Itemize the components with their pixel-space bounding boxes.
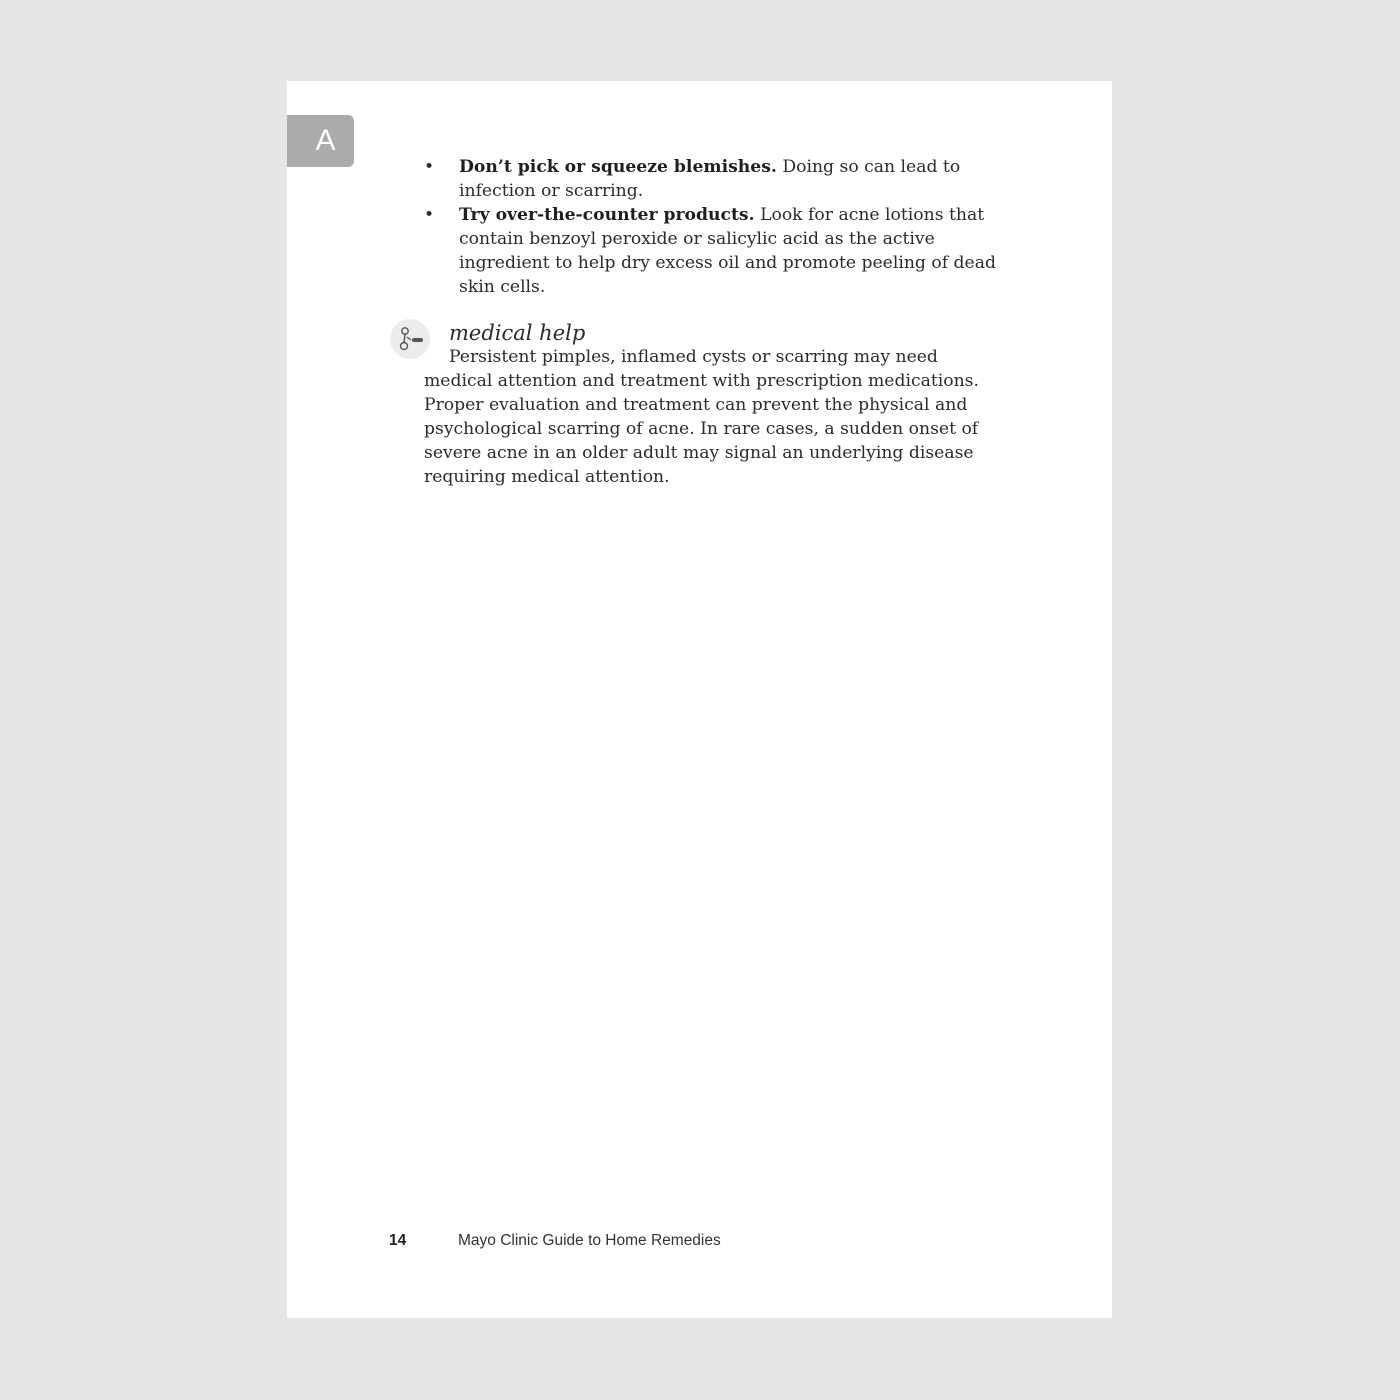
tip-text: Look for acne lotions that contain benzoyl peroxide or salicylic acid as the active ingredient to help dry excess oil and promote peeling of dead skin cells. xyxy=(459,205,996,297)
tip-lead: Try over-the-counter products. xyxy=(459,205,755,225)
bullet-marker: • xyxy=(424,205,435,225)
section-heading: medical help xyxy=(449,321,586,345)
running-footer-title: Mayo Clinic Guide to Home Remedies xyxy=(458,1232,721,1249)
body-paragraph: Persistent pimples, inflamed cysts or scarring may need medical attention and treatment with prescription medications. Proper evaluation and treatment can prevent the physical and psychological scarring of acne. In rare cases, a sudden onset of severe acne in an older adult may signal an underlying disease requiring medical attention. xyxy=(424,347,979,487)
list-item xyxy=(424,203,1024,299)
bullet-marker: • xyxy=(424,157,435,177)
section-tab: A xyxy=(287,115,354,167)
tip-text: Doing so can lead to infection or scarring. xyxy=(459,157,961,201)
list-item xyxy=(424,155,1024,203)
page-number: 14 xyxy=(389,1232,407,1249)
tip-lead: Don’t pick or squeeze blemishes. xyxy=(459,157,777,177)
tips-list xyxy=(424,155,1024,299)
